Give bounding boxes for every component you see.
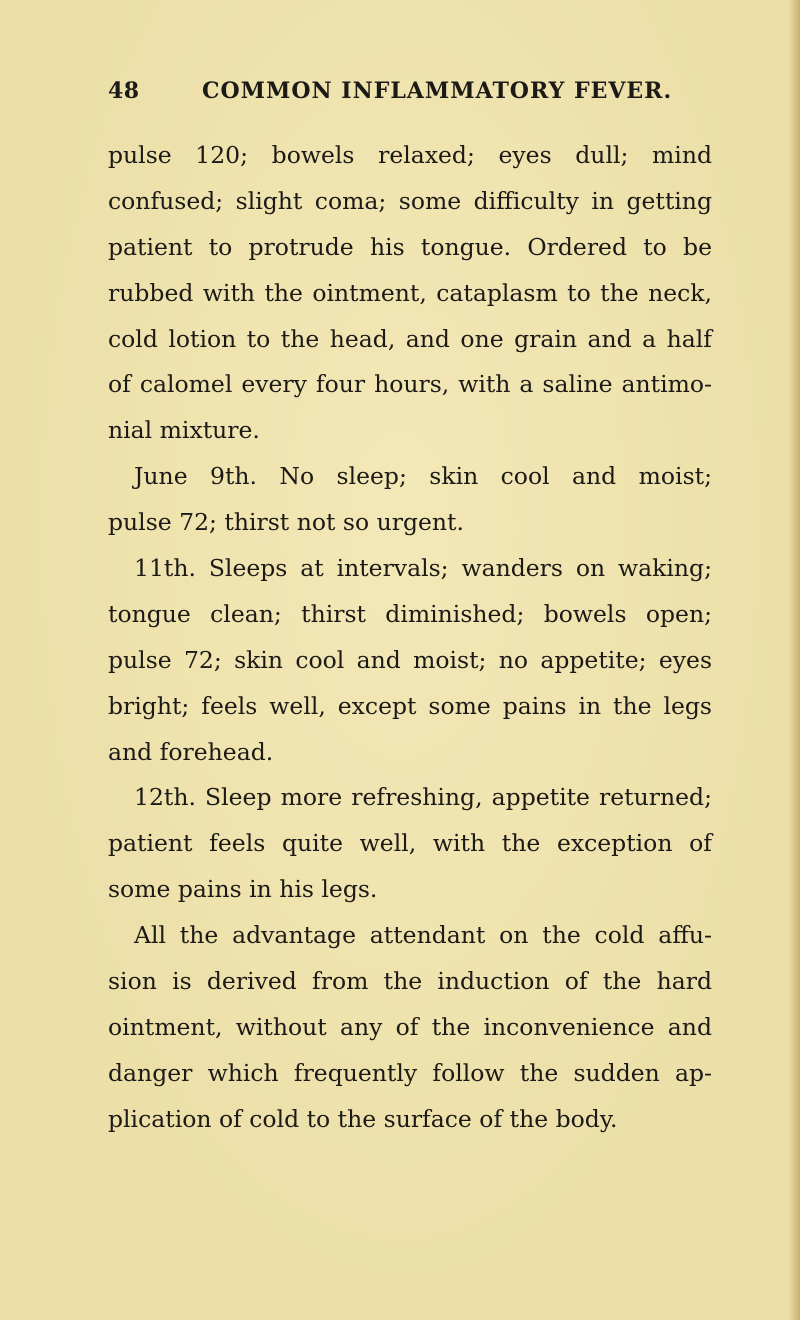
- body-text: [108, 133, 712, 1143]
- text-line: sion is derived from the induction of the hard: [108, 967, 712, 996]
- text-line: pulse 72; skin cool and moist; no appetite; eyes: [108, 645, 712, 674]
- text-line: and forehead.: [108, 737, 274, 766]
- text-line: danger which frequently follow the sudden ap-: [108, 1058, 712, 1087]
- page-number: 48: [108, 78, 140, 104]
- text-line: pulse 120; bowels relaxed; eyes dull; mind: [108, 141, 712, 169]
- paragraph-first-line: 12th. Sleep more refreshing, appetite returned;: [134, 783, 712, 812]
- paragraph-first-line: All the advantage attendant on the cold affu-: [134, 921, 712, 950]
- text-line: rubbed with the ointment, cataplasm to the neck,: [108, 278, 712, 307]
- page-edge-shadow: [788, 0, 800, 1320]
- page-header: [108, 78, 728, 108]
- text-line: confused; slight coma; some difficulty in getting: [108, 186, 712, 215]
- paragraph-first-line: 11th. Sleeps at intervals; wanders on waking;: [134, 554, 712, 583]
- text-line: bright; feels well, except some pains in the legs: [108, 691, 712, 720]
- text-line: patient feels quite well, with the exception of: [108, 829, 712, 858]
- paragraph-first-line: June 9th. No sleep; skin cool and moist;: [134, 462, 712, 491]
- text-line: ointment, without any of the inconvenience and: [108, 1012, 712, 1041]
- text-line: plication of cold to the surface of the body.: [108, 1104, 618, 1133]
- text-line: cold lotion to the head, and one grain and a half: [108, 324, 712, 353]
- text-line: patient to protrude his tongue. Ordered to be: [108, 232, 712, 261]
- text-line: nial mixture.: [108, 416, 260, 445]
- text-line: some pains in his legs.: [108, 875, 378, 904]
- text-line: pulse 72; thirst not so urgent.: [108, 508, 464, 537]
- running-head: COMMON INFLAMMATORY FEVER.: [202, 78, 673, 104]
- text-line: of calomel every four hours, with a saline antimo-: [108, 370, 712, 399]
- text-line: tongue clean; thirst diminished; bowels open;: [108, 599, 712, 628]
